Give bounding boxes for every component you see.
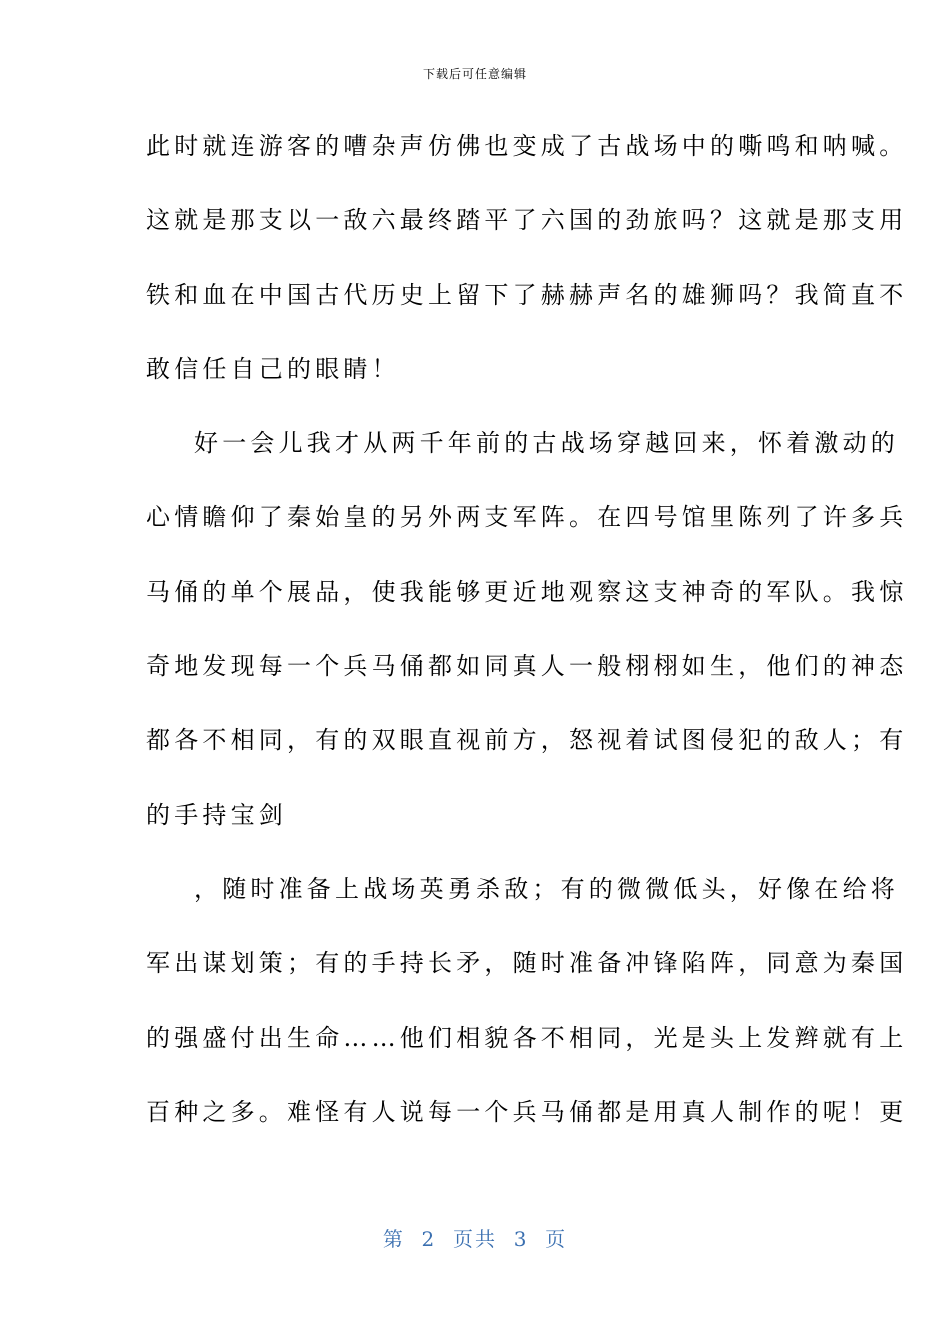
text-line: 的手持宝剑 [146,800,287,829]
text-line: 此时就连游客的嘈杂声仿佛也变成了古战场中的嘶鸣和呐喊。 [146,132,908,160]
text-line-indented: ，随时准备上战场英勇杀敌；有的微微低头，好像在给将 [194,874,899,903]
text-line: 铁和血在中国古代历史上留下了赫赫声名的雄狮吗？我简直不 [146,280,908,309]
text-line: 敢信任自己的眼睛！ [146,354,400,383]
text-line: 军出谋划策；有的手持长矛，随时准备冲锋陷阵，同意为秦国 [146,949,908,978]
page-number-label: 第 2 页共 3 页 [382,1227,568,1251]
text-line: 这就是那支以一敌六最终踏平了六国的劲旅吗？这就是那支用 [146,206,908,235]
body-text [146,126,908,1166]
text-line: 百种之多。难怪有人说每一个兵马俑都是用真人制作的呢！更 [146,1097,908,1126]
text-line: 都各不相同，有的双眼直视前方，怒视着试图侵犯的敌人；有 [146,726,908,755]
page-number-footer [0,1226,950,1252]
text-line: 奇地发现每一个兵马俑都如同真人一般栩栩如生，他们的神态 [146,652,908,681]
text-line: 马俑的单个展品，使我能够更近地观察这支神奇的军队。我惊 [146,577,908,606]
text-line-indented: 好一会儿我才从两千年前的古战场穿越回来，怀着激动的 [194,429,899,458]
text-line: 心情瞻仰了秦始皇的另外两支军阵。在四号馆里陈列了许多兵 [146,503,908,532]
text-line: 的强盛付出生命……他们相貌各不相同，光是头上发辫就有上 [146,1023,908,1052]
header-note: 下载后可任意编辑 [422,67,527,81]
